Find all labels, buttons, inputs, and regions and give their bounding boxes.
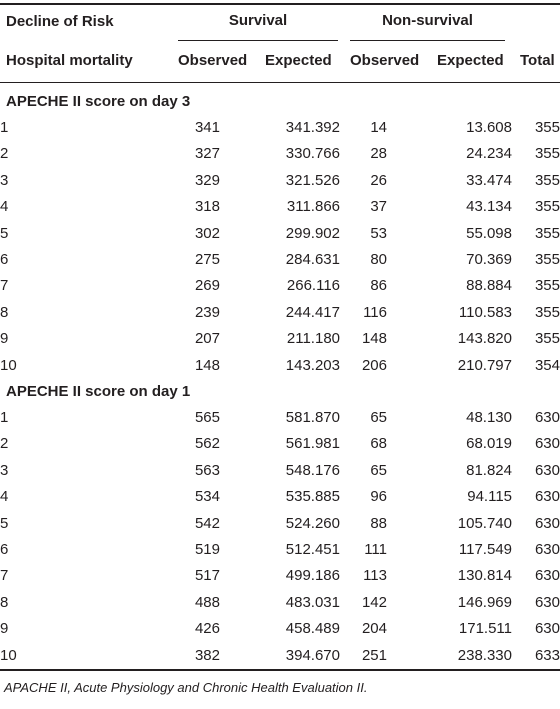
survival-observed-cell: 382 [194, 646, 220, 664]
table-row [0, 431, 560, 457]
survival-expected-cell: 321.526 [285, 171, 340, 189]
nonsurvival-observed-cell: 142 [361, 593, 387, 611]
risk-decile-cell: 2 [0, 145, 9, 163]
total-cell: 355 [534, 171, 560, 189]
survival-expected-cell: 341.392 [285, 119, 340, 136]
survival-observed-cell: 318 [194, 198, 220, 216]
risk-decile-cell: 9 [0, 330, 9, 348]
nonsurvival-observed-cell: 37 [370, 198, 387, 216]
nonsurvival-expected-cell: 210.797 [457, 356, 512, 374]
nonsurvival-expected-cell: 24.234 [466, 145, 512, 163]
nonsurvival-expected-cell: 146.969 [457, 593, 512, 611]
table-bottom-rule [0, 669, 560, 671]
survival-expected-cell: 458.489 [285, 620, 340, 638]
survival-observed-cell: 207 [194, 330, 220, 348]
nonsurvival-expected-cell: 143.820 [457, 330, 512, 348]
survival-observed-cell: 302 [194, 224, 220, 242]
nonsurvival-observed-cell: 204 [361, 620, 387, 638]
nonsurvival-observed-cell: 14 [370, 119, 387, 136]
total-cell: 630 [534, 488, 560, 506]
table-row [0, 141, 560, 167]
header-total: Total [520, 52, 555, 69]
survival-observed-cell: 275 [194, 251, 220, 269]
nonsurvival-observed-cell: 53 [370, 224, 387, 242]
nonsurvival-expected-cell: 70.369 [466, 251, 512, 269]
section-title-day1: APECHE II score on day 1 [6, 383, 191, 400]
total-cell: 630 [534, 541, 560, 559]
total-cell: 630 [534, 593, 560, 611]
header-group-survival: Survival [228, 12, 288, 29]
table-row [0, 194, 560, 220]
nonsurvival-expected-cell: 81.824 [466, 461, 512, 479]
nonsurvival-expected-cell: 117.549 [458, 541, 512, 559]
table-row [0, 484, 560, 510]
table-row [0, 273, 560, 299]
table-row [0, 221, 560, 247]
survival-expected-cell: 499.186 [285, 567, 340, 585]
total-cell: 630 [534, 461, 560, 479]
risk-decile-cell: 9 [0, 620, 9, 638]
risk-decile-cell: 6 [0, 251, 9, 269]
table-row [0, 247, 560, 273]
header-hospital-mortality: Hospital mortality [6, 52, 133, 69]
survival-observed-cell: 426 [194, 620, 220, 638]
total-cell: 355 [534, 277, 560, 295]
nonsurvival-expected-cell: 33.474 [466, 171, 512, 189]
survival-expected-cell: 548.176 [285, 461, 340, 479]
table-row [0, 616, 560, 642]
risk-decile-cell: 8 [0, 593, 9, 611]
nonsurvival-observed-cell: 86 [370, 277, 387, 295]
survival-observed-cell: 563 [194, 461, 220, 479]
risk-decile-cell: 4 [0, 488, 9, 506]
header-decline-of-risk: Decline of Risk [6, 13, 114, 30]
table-row [0, 300, 560, 326]
survival-expected-cell: 299.902 [285, 224, 340, 242]
nonsurvival-expected-cell: 88.884 [466, 277, 512, 295]
risk-decile-cell: 6 [0, 541, 9, 559]
survival-observed-cell: 341 [194, 119, 220, 136]
survival-expected-cell: 143.203 [285, 356, 340, 374]
table-footnote: APACHE II, Acute Physiology and Chronic Health Evaluation II. [4, 680, 368, 695]
risk-decile-cell: 3 [0, 171, 9, 189]
survival-expected-cell: 512.451 [285, 541, 340, 559]
table-row [0, 326, 560, 352]
survival-observed-cell: 565 [194, 409, 220, 426]
nonsurvival-observed-cell: 26 [370, 171, 387, 189]
survival-observed-cell: 148 [194, 356, 220, 374]
nonsurvival-expected-cell: 43.134 [466, 198, 512, 216]
nonsurvival-observed-cell: 113 [363, 567, 387, 585]
header-expected-nonsurvival: Expected [437, 52, 504, 69]
header-observed-nonsurvival: Observed [350, 52, 420, 69]
survival-expected-cell: 211.180 [286, 330, 340, 348]
total-cell: 354 [534, 356, 560, 374]
risk-decile-cell: 3 [0, 461, 9, 479]
survival-observed-cell: 517 [194, 567, 220, 585]
nonsurvival-expected-cell: 55.098 [466, 224, 512, 242]
survival-observed-cell: 327 [194, 145, 220, 163]
nonsurvival-expected-cell: 130.814 [457, 567, 512, 585]
total-cell: 355 [534, 198, 560, 216]
total-cell: 355 [534, 119, 560, 136]
table-row [0, 405, 560, 431]
survival-observed-cell: 488 [194, 593, 220, 611]
total-cell: 630 [534, 620, 560, 638]
nonsurvival-observed-cell: 65 [370, 461, 387, 479]
nonsurvival-observed-cell: 28 [370, 145, 387, 163]
survival-expected-cell: 561.981 [285, 435, 340, 453]
survival-observed-cell: 542 [194, 514, 220, 532]
header-observed-survival: Observed [178, 52, 248, 69]
survival-expected-cell: 311.866 [286, 198, 340, 216]
risk-decile-cell: 7 [0, 277, 9, 295]
risk-decile-cell: 7 [0, 567, 9, 585]
table-body-day1 [0, 405, 560, 669]
table-row [0, 458, 560, 484]
survival-observed-cell: 239 [194, 303, 220, 321]
survival-observed-cell: 534 [194, 488, 220, 506]
header-survival-underline [178, 40, 338, 41]
table-body-day3 [0, 115, 560, 379]
survival-expected-cell: 284.631 [285, 251, 340, 269]
risk-decile-cell: 1 [0, 119, 9, 136]
risk-decile-cell: 10 [0, 646, 17, 664]
total-cell: 355 [534, 224, 560, 242]
section-title-day3: APECHE II score on day 3 [6, 93, 191, 110]
survival-observed-cell: 329 [194, 171, 220, 189]
table-top-rule [0, 3, 560, 5]
nonsurvival-expected-cell: 238.330 [457, 646, 512, 664]
nonsurvival-observed-cell: 65 [370, 409, 387, 426]
risk-decile-cell: 4 [0, 198, 9, 216]
header-expected-survival: Expected [265, 52, 332, 69]
header-nonsurvival-underline [350, 40, 505, 41]
nonsurvival-observed-cell: 206 [361, 356, 387, 374]
nonsurvival-observed-cell: 116 [363, 303, 387, 321]
nonsurvival-expected-cell: 171.511 [458, 620, 512, 638]
nonsurvival-observed-cell: 251 [361, 646, 387, 664]
risk-decile-cell: 5 [0, 514, 9, 532]
table-row [0, 353, 560, 379]
nonsurvival-expected-cell: 13.608 [466, 119, 512, 136]
risk-decile-cell: 10 [0, 356, 17, 374]
table-row [0, 563, 560, 589]
total-cell: 630 [534, 435, 560, 453]
total-cell: 630 [534, 514, 560, 532]
nonsurvival-observed-cell: 80 [370, 251, 387, 269]
survival-observed-cell: 519 [194, 541, 220, 559]
nonsurvival-expected-cell: 94.115 [467, 488, 512, 506]
nonsurvival-expected-cell: 110.583 [458, 303, 512, 321]
survival-expected-cell: 581.870 [285, 409, 340, 426]
nonsurvival-observed-cell: 88 [370, 514, 387, 532]
survival-expected-cell: 524.260 [285, 514, 340, 532]
header-bottom-rule [0, 82, 560, 83]
nonsurvival-observed-cell: 111 [364, 541, 387, 559]
nonsurvival-expected-cell: 48.130 [466, 409, 512, 426]
nonsurvival-expected-cell: 68.019 [466, 435, 512, 453]
table-row [0, 537, 560, 563]
risk-decile-cell: 2 [0, 435, 9, 453]
table-row [0, 511, 560, 537]
survival-expected-cell: 535.885 [285, 488, 340, 506]
risk-decile-cell: 1 [0, 409, 9, 426]
survival-observed-cell: 562 [194, 435, 220, 453]
survival-expected-cell: 244.417 [285, 303, 340, 321]
table-row [0, 168, 560, 194]
survival-expected-cell: 483.031 [285, 593, 340, 611]
total-cell: 355 [534, 303, 560, 321]
survival-expected-cell: 266.116 [286, 277, 340, 295]
risk-decile-cell: 5 [0, 224, 9, 242]
nonsurvival-expected-cell: 105.740 [457, 514, 512, 532]
table-row [0, 590, 560, 616]
table-row [0, 115, 560, 141]
nonsurvival-observed-cell: 96 [370, 488, 387, 506]
survival-observed-cell: 269 [194, 277, 220, 295]
total-cell: 630 [534, 409, 560, 426]
total-cell: 355 [534, 145, 560, 163]
total-cell: 633 [534, 646, 560, 664]
risk-decile-cell: 8 [0, 303, 9, 321]
total-cell: 355 [534, 330, 560, 348]
nonsurvival-observed-cell: 148 [361, 330, 387, 348]
survival-expected-cell: 394.670 [285, 646, 340, 664]
header-group-nonsurvival: Non-survival [382, 12, 473, 29]
nonsurvival-observed-cell: 68 [370, 435, 387, 453]
total-cell: 630 [534, 567, 560, 585]
survival-expected-cell: 330.766 [285, 145, 340, 163]
table-row [0, 643, 560, 669]
total-cell: 355 [534, 251, 560, 269]
